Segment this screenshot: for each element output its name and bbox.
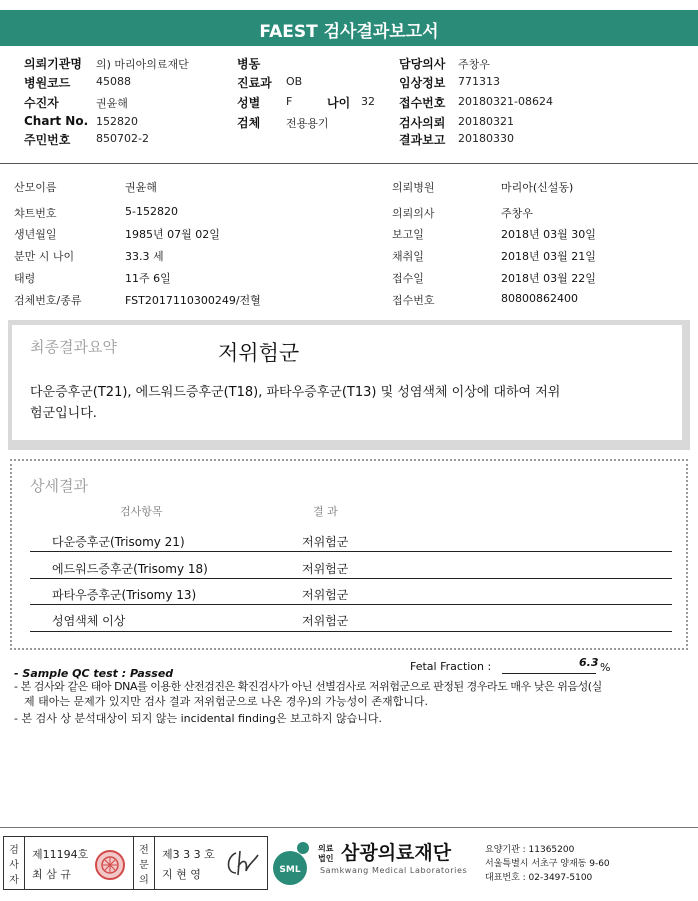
- org-prefix-1: 의료: [318, 844, 334, 853]
- examiner-license: 제11194호: [32, 848, 89, 861]
- org-address: 서울특별시 서초구 양재동 9-60: [485, 859, 610, 869]
- patient-left-value: 11주 6일: [125, 272, 171, 285]
- patient-left-label: 생년월일: [14, 228, 57, 241]
- summary-text-line1: 다운증후군(T21), 에드워드증후군(T18), 파타우증후군(T13) 및 성염색체 이상에 대하여 저위: [30, 385, 561, 400]
- specialist-license: 제3 3 3 호: [162, 848, 215, 861]
- org-prefix-2: 법인: [318, 854, 334, 863]
- detail-item: 성염색체 이상: [52, 614, 126, 628]
- resident-no-value: 850702-2: [96, 132, 149, 145]
- detail-heading: 상세결과: [30, 477, 88, 495]
- department-value: OB: [286, 75, 303, 88]
- patient-right-value: 2018년 03월 21일: [501, 250, 596, 263]
- resident-no-label: 주민번호: [24, 133, 71, 147]
- row-divider: [30, 631, 672, 632]
- specialist-col-char-1: 전: [139, 845, 149, 856]
- summary-text-line2: 험군입니다.: [30, 406, 97, 421]
- specialist-col-char-2: 문: [139, 860, 149, 871]
- report-title: FAEST 검사결과보고서: [259, 22, 439, 42]
- detail-result: 저위험군: [302, 614, 349, 628]
- row-divider: [30, 551, 672, 552]
- specimen-value: 전용용기: [286, 117, 329, 130]
- examiner-name: 최 삼 규: [32, 868, 71, 881]
- examiner-col-char-1: 검: [9, 845, 19, 856]
- patient-right-label: 접수번호: [392, 294, 435, 307]
- fetal-fraction-value: 6.3: [579, 656, 599, 669]
- note-line2: 제 태아는 문제가 있지만 검사 결과 저위험군으로 나온 경우)의 가능성이 존재합니다.: [24, 695, 429, 708]
- sex-value: F: [286, 95, 293, 108]
- specialist-name: 지 현 영: [162, 868, 201, 881]
- detail-result: 저위험군: [302, 535, 349, 549]
- patient-right-label: 의뢰의사: [392, 207, 435, 220]
- chart-no-value: 152820: [96, 115, 138, 128]
- patient-left-value: 권윤해: [125, 181, 157, 194]
- patient-left-label: 챠트번호: [14, 207, 57, 220]
- patient-left-label: 산모이름: [14, 181, 57, 194]
- fetal-fraction-underline: [502, 673, 596, 674]
- patient-left-label: 태령: [14, 272, 36, 285]
- summary-heading: 최종결과요약: [30, 338, 117, 356]
- org-phone: 대표번호 : 02-3497-5100: [485, 873, 593, 883]
- detail-item: 다운증후군(Trisomy 21): [52, 535, 185, 549]
- examiner-col-char-2: 사: [9, 860, 19, 871]
- clinical-info-value: 771313: [458, 75, 500, 88]
- clinical-info-label: 임상정보: [399, 76, 446, 90]
- note-line3: - 본 검사 상 분석대상이 되지 않는 incidental finding은 보고하지 않습니다.: [14, 712, 383, 725]
- patient-left-value: 33.3 세: [125, 250, 164, 263]
- examinee-value: 권윤해: [96, 97, 128, 110]
- request-date-value: 20180321: [458, 115, 514, 128]
- age-label: 나이: [327, 96, 351, 110]
- hospital-code-label: 병원코드: [24, 76, 71, 90]
- footer-divider: [0, 827, 698, 828]
- sign-divider-1: [24, 836, 25, 890]
- examiner-seal-icon: [93, 848, 127, 882]
- sign-divider-3: [154, 836, 155, 890]
- detail-result: 저위험군: [302, 588, 349, 602]
- fetal-fraction-label: Fetal Fraction :: [410, 660, 492, 673]
- sign-divider-2: [133, 836, 134, 890]
- detail-result: 저위험군: [302, 562, 349, 576]
- age-value: 32: [361, 95, 375, 108]
- patient-right-label: 보고일: [392, 228, 424, 241]
- institution-label: 의뢰기관명: [24, 57, 82, 71]
- fetal-fraction-unit: %: [600, 661, 611, 674]
- report-date-label: 결과보고: [399, 133, 446, 147]
- org-code: 요양기관 : 11365200: [485, 845, 575, 855]
- org-english: Samkwang Medical Laboratories: [320, 866, 468, 875]
- patient-left-label: 검체번호/종류: [14, 294, 82, 307]
- specialist-signature-icon: [222, 845, 262, 881]
- chart-no-label: Chart No.: [24, 114, 89, 128]
- sex-label: 성별: [237, 96, 261, 110]
- patient-right-label: 의뢰병원: [392, 181, 435, 194]
- sml-logo-text: SML: [279, 865, 301, 875]
- hospital-code-value: 45088: [96, 75, 131, 88]
- request-date-label: 검사의뢰: [399, 116, 446, 130]
- receipt-no-label: 접수번호: [399, 96, 446, 110]
- row-divider: [30, 578, 672, 579]
- patient-right-label: 접수일: [392, 272, 424, 285]
- patient-left-value: 1985년 07월 02일: [125, 228, 220, 241]
- report-date-value: 20180330: [458, 132, 514, 145]
- patient-right-label: 채취일: [392, 250, 424, 263]
- report-title-bar: [0, 10, 698, 46]
- doctor-label: 담당의사: [399, 57, 446, 71]
- header-divider: [0, 163, 698, 164]
- patient-left-value: 5-152820: [125, 205, 178, 218]
- patient-right-value: 마리아(신설동): [501, 181, 574, 194]
- patient-right-value: 80800862400: [501, 292, 578, 305]
- specimen-label: 검체: [237, 116, 261, 130]
- note-line1: - 본 검사와 같은 태아 DNA를 이용한 산전검진은 확진검사가 아닌 선별검사로 저위험군으로 판정된 경우라도 매우 낮은 위음성(실: [14, 680, 602, 693]
- qc-note: - Sample QC test : Passed: [14, 667, 174, 680]
- row-divider: [30, 604, 672, 605]
- patient-left-value: FST2017110300249/전혈: [125, 294, 261, 307]
- detail-col-item: 검사항목: [120, 505, 163, 518]
- detail-col-result: 결 과: [313, 505, 338, 518]
- institution-value: 의) 마리아의료재단: [96, 58, 189, 71]
- patient-right-value: 2018년 03월 30일: [501, 228, 596, 241]
- specialist-col-char-3: 의: [139, 875, 149, 886]
- examinee-label: 수진자: [24, 96, 59, 110]
- detail-item: 파타우증후군(Trisomy 13): [52, 588, 197, 602]
- examiner-col-char-3: 자: [9, 875, 19, 886]
- detail-item: 에드워드증후군(Trisomy 18): [52, 562, 208, 576]
- department-label: 진료과: [237, 76, 272, 90]
- summary-result: 저위험군: [218, 341, 300, 365]
- patient-left-label: 분만 시 나이: [14, 250, 75, 263]
- doctor-value: 주창우: [458, 58, 490, 71]
- patient-right-value: 2018년 03월 22일: [501, 272, 596, 285]
- org-name: 삼광의료재단: [341, 842, 452, 864]
- receipt-no-value: 20180321-08624: [458, 95, 553, 108]
- patient-right-value: 주창우: [501, 207, 533, 220]
- sml-logo-icon: [268, 838, 314, 888]
- ward-label: 병동: [237, 57, 261, 71]
